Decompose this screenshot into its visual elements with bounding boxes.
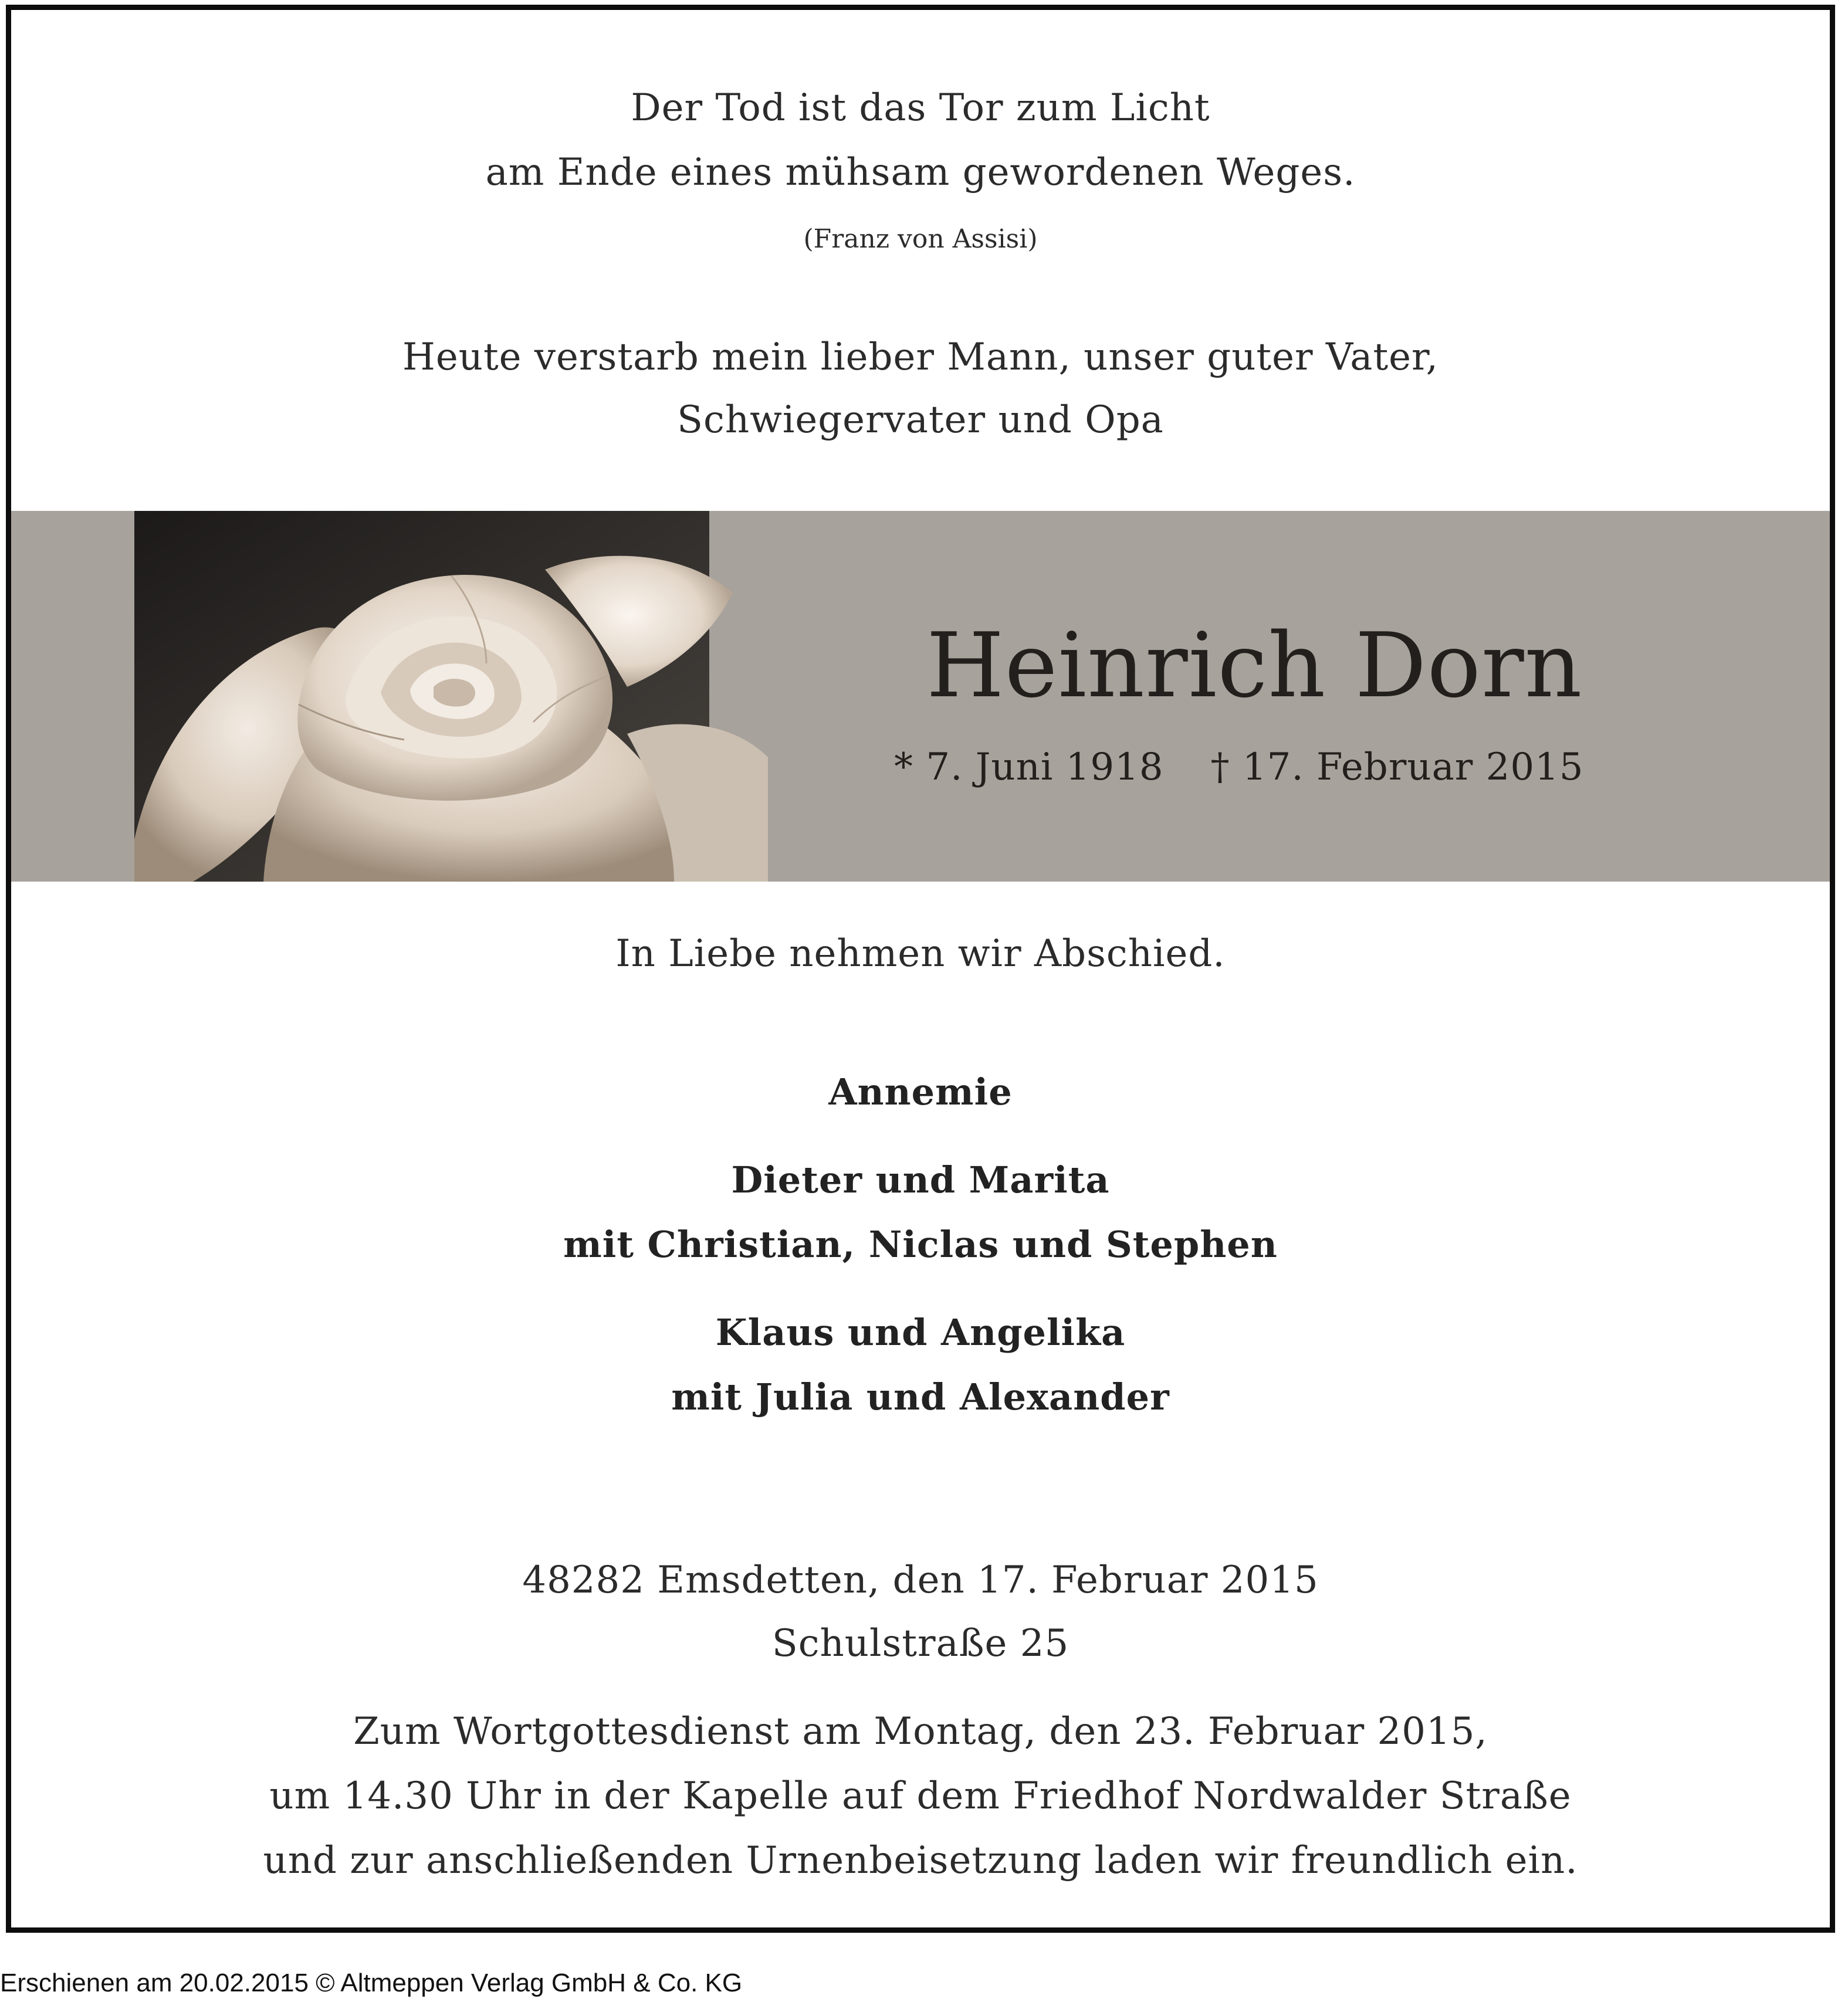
death-date: † 17. Februar 2015: [1210, 746, 1584, 789]
intro-line-2: Schwiegervater und Opa: [677, 398, 1164, 442]
service-line-1: Zum Wortgottesdienst am Montag, den 23. Februar 2015,: [353, 1710, 1488, 1753]
publication-footer: Erschienen am 20.02.2015 © Altmeppen Verlag GmbH & Co. KG: [0, 1969, 743, 1997]
farewell-line: In Liebe nehmen wir Abschied.: [615, 932, 1226, 975]
family-member: Annemie: [828, 1070, 1013, 1113]
family-member: mit Julia und Alexander: [671, 1376, 1170, 1418]
place-date-line: 48282 Emsdetten, den 17. Februar 2015: [522, 1559, 1319, 1602]
address-line: Schulstraße 25: [771, 1622, 1069, 1665]
service-line-2: um 14.30 Uhr in der Kapelle auf dem Friedhof Nordwalder Straße: [269, 1774, 1572, 1818]
intro-line-1: Heute verstarb mein lieber Mann, unser guter Vater,: [402, 336, 1439, 379]
birth-date: * 7. Juni 1918: [894, 746, 1164, 789]
rose-photo: [123, 511, 768, 882]
quote-line-1: Der Tod ist das Tor zum Licht: [631, 86, 1210, 130]
quote-source: (Franz von Assisi): [803, 224, 1038, 254]
family-member: Klaus und Angelika: [715, 1311, 1126, 1354]
obituary-notice: [6, 5, 1835, 1933]
deceased-name: Heinrich Dorn: [926, 614, 1583, 717]
quote-line-2: am Ende eines mühsam gewordenen Weges.: [485, 151, 1356, 194]
name-banner: [11, 511, 1830, 882]
service-line-3: und zur anschließenden Urnenbeisetzung laden wir freundlich ein.: [263, 1839, 1578, 1882]
family-member: Dieter und Marita: [731, 1158, 1110, 1201]
family-member: mit Christian, Niclas und Stephen: [563, 1223, 1278, 1266]
life-dates: [894, 746, 1584, 789]
